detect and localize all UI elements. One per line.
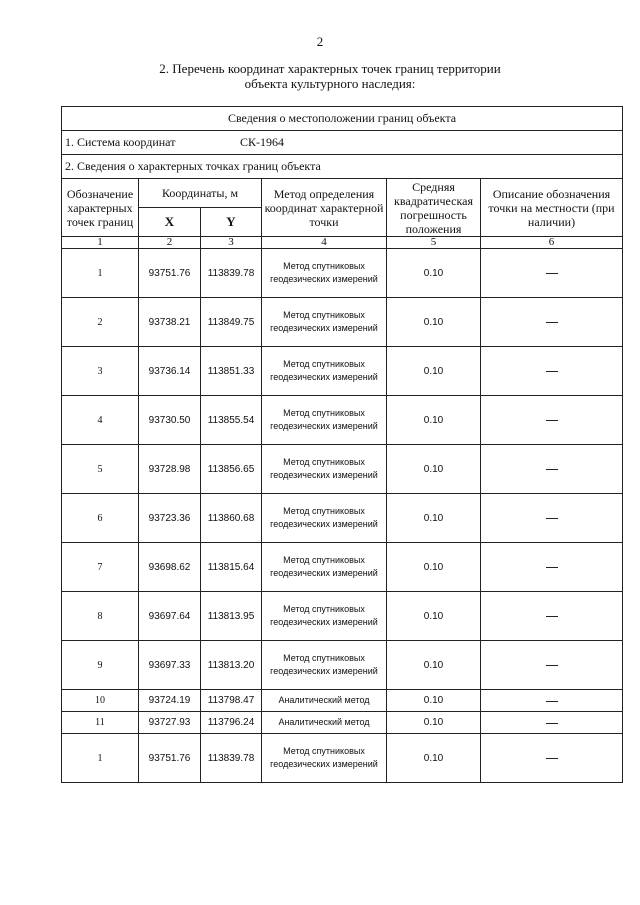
col-number-6: 6 (481, 237, 623, 249)
cell-description (481, 249, 623, 298)
cell-method: Аналитический метод (262, 690, 387, 712)
header-y: Y (201, 208, 262, 237)
cell-point: 11 (62, 712, 139, 734)
dash-mark (546, 758, 558, 759)
cell-description (481, 298, 623, 347)
dash-mark (546, 701, 558, 702)
cell-y: 113849.75 (201, 298, 262, 347)
cell-description (481, 396, 623, 445)
dash-mark (546, 665, 558, 666)
dash-mark (546, 723, 558, 724)
col-number-3: 3 (201, 237, 262, 249)
cell-error: 0.10 (387, 712, 481, 734)
dash-mark (546, 273, 558, 274)
header-description: Описание обозначения точки на местности (при наличии) (481, 179, 623, 237)
table-row (62, 298, 623, 347)
dash-mark (546, 322, 558, 323)
table-row (62, 712, 623, 734)
cell-x: 93751.76 (139, 249, 201, 298)
table-row (62, 592, 623, 641)
dash-mark (546, 420, 558, 421)
table-row (62, 543, 623, 592)
cell-point: 6 (62, 494, 139, 543)
cell-x: 93738.21 (139, 298, 201, 347)
cell-x: 93697.33 (139, 641, 201, 690)
cell-error: 0.10 (387, 592, 481, 641)
page-heading (120, 61, 540, 91)
cell-method: Аналитический метод (262, 712, 387, 734)
cell-method: Метод спутниковых геодезических измерений (262, 445, 387, 494)
cell-description (481, 543, 623, 592)
cell-error: 0.10 (387, 396, 481, 445)
cell-y: 113856.65 (201, 445, 262, 494)
cell-description (481, 347, 623, 396)
table-row (62, 641, 623, 690)
cell-x: 93736.14 (139, 347, 201, 396)
dash-mark (546, 567, 558, 568)
cell-error: 0.10 (387, 690, 481, 712)
cell-y: 113860.68 (201, 494, 262, 543)
cell-description (481, 690, 623, 712)
header-method: Метод определения координат характерной точки (262, 179, 387, 237)
table-row (62, 347, 623, 396)
coordinate-system-row (62, 131, 623, 155)
cell-y: 113815.64 (201, 543, 262, 592)
cell-y: 113813.95 (201, 592, 262, 641)
cell-method: Метод спутниковых геодезических измерений (262, 347, 387, 396)
table-row (62, 494, 623, 543)
cell-point: 9 (62, 641, 139, 690)
cell-y: 113851.33 (201, 347, 262, 396)
header-error: Средняя квадратическая погрешность положения (387, 179, 481, 237)
cell-method: Метод спутниковых геодезических измерений (262, 298, 387, 347)
col-number-1: 1 (62, 237, 139, 249)
cell-x: 93723.36 (139, 494, 201, 543)
cell-description (481, 592, 623, 641)
cell-point: 2 (62, 298, 139, 347)
cell-point: 5 (62, 445, 139, 494)
cell-method: Метод спутниковых геодезических измерений (262, 494, 387, 543)
cell-y: 113839.78 (201, 249, 262, 298)
cell-point: 7 (62, 543, 139, 592)
cell-method: Метод спутниковых геодезических измерений (262, 543, 387, 592)
cell-y: 113855.54 (201, 396, 262, 445)
cell-error: 0.10 (387, 298, 481, 347)
cell-y: 113796.24 (201, 712, 262, 734)
cell-point: 1 (62, 249, 139, 298)
cell-error: 0.10 (387, 641, 481, 690)
table-row (62, 690, 623, 712)
cell-description (481, 734, 623, 783)
heading-line-2: объекта культурного наследия: (244, 76, 416, 91)
cell-error: 0.10 (387, 734, 481, 783)
header-coords: Координаты, м (139, 179, 262, 208)
cell-y: 113798.47 (201, 690, 262, 712)
dash-mark (546, 518, 558, 519)
cell-description (481, 445, 623, 494)
cell-point: 4 (62, 396, 139, 445)
dash-mark (546, 616, 558, 617)
cell-error: 0.10 (387, 494, 481, 543)
cell-point: 1 (62, 734, 139, 783)
cell-method: Метод спутниковых геодезических измерений (262, 249, 387, 298)
cell-x: 93697.64 (139, 592, 201, 641)
table-row (62, 734, 623, 783)
dash-mark (546, 469, 558, 470)
cell-point: 3 (62, 347, 139, 396)
cell-error: 0.10 (387, 543, 481, 592)
cell-x: 93751.76 (139, 734, 201, 783)
cell-point: 10 (62, 690, 139, 712)
cell-x: 93698.62 (139, 543, 201, 592)
cell-description (481, 712, 623, 734)
table-title: Сведения о местоположении границ объекта (62, 107, 623, 131)
cell-error: 0.10 (387, 445, 481, 494)
table-row (62, 249, 623, 298)
col-number-2: 2 (139, 237, 201, 249)
table-row (62, 445, 623, 494)
col-number-4: 4 (262, 237, 387, 249)
cell-error: 0.10 (387, 249, 481, 298)
cell-error: 0.10 (387, 347, 481, 396)
col-number-5: 5 (387, 237, 481, 249)
cell-y: 113839.78 (201, 734, 262, 783)
section-2-label: 2. Сведения о характерных точках границ объекта (62, 155, 623, 179)
page-number: 2 (316, 34, 324, 49)
cell-x: 93724.19 (139, 690, 201, 712)
heading-line-1: 2. Перечень координат характерных точек границ территории (159, 61, 501, 76)
header-point: Обозначение характерных точек границ (62, 179, 139, 237)
cell-method: Метод спутниковых геодезических измерений (262, 592, 387, 641)
cell-x: 93728.98 (139, 445, 201, 494)
cell-method: Метод спутниковых геодезических измерений (262, 641, 387, 690)
dash-mark (546, 371, 558, 372)
coordinates-table (61, 106, 623, 783)
cell-method: Метод спутниковых геодезических измерений (262, 396, 387, 445)
table-row (62, 396, 623, 445)
cell-description (481, 641, 623, 690)
cell-x: 93727.93 (139, 712, 201, 734)
cell-method: Метод спутниковых геодезических измерений (262, 734, 387, 783)
cell-description (481, 494, 623, 543)
coordinate-system-value: СК-1964 (240, 135, 285, 149)
cell-y: 113813.20 (201, 641, 262, 690)
header-x: X (139, 208, 201, 237)
coordinate-system-label: 1. Система координат (65, 135, 176, 149)
cell-point: 8 (62, 592, 139, 641)
cell-x: 93730.50 (139, 396, 201, 445)
